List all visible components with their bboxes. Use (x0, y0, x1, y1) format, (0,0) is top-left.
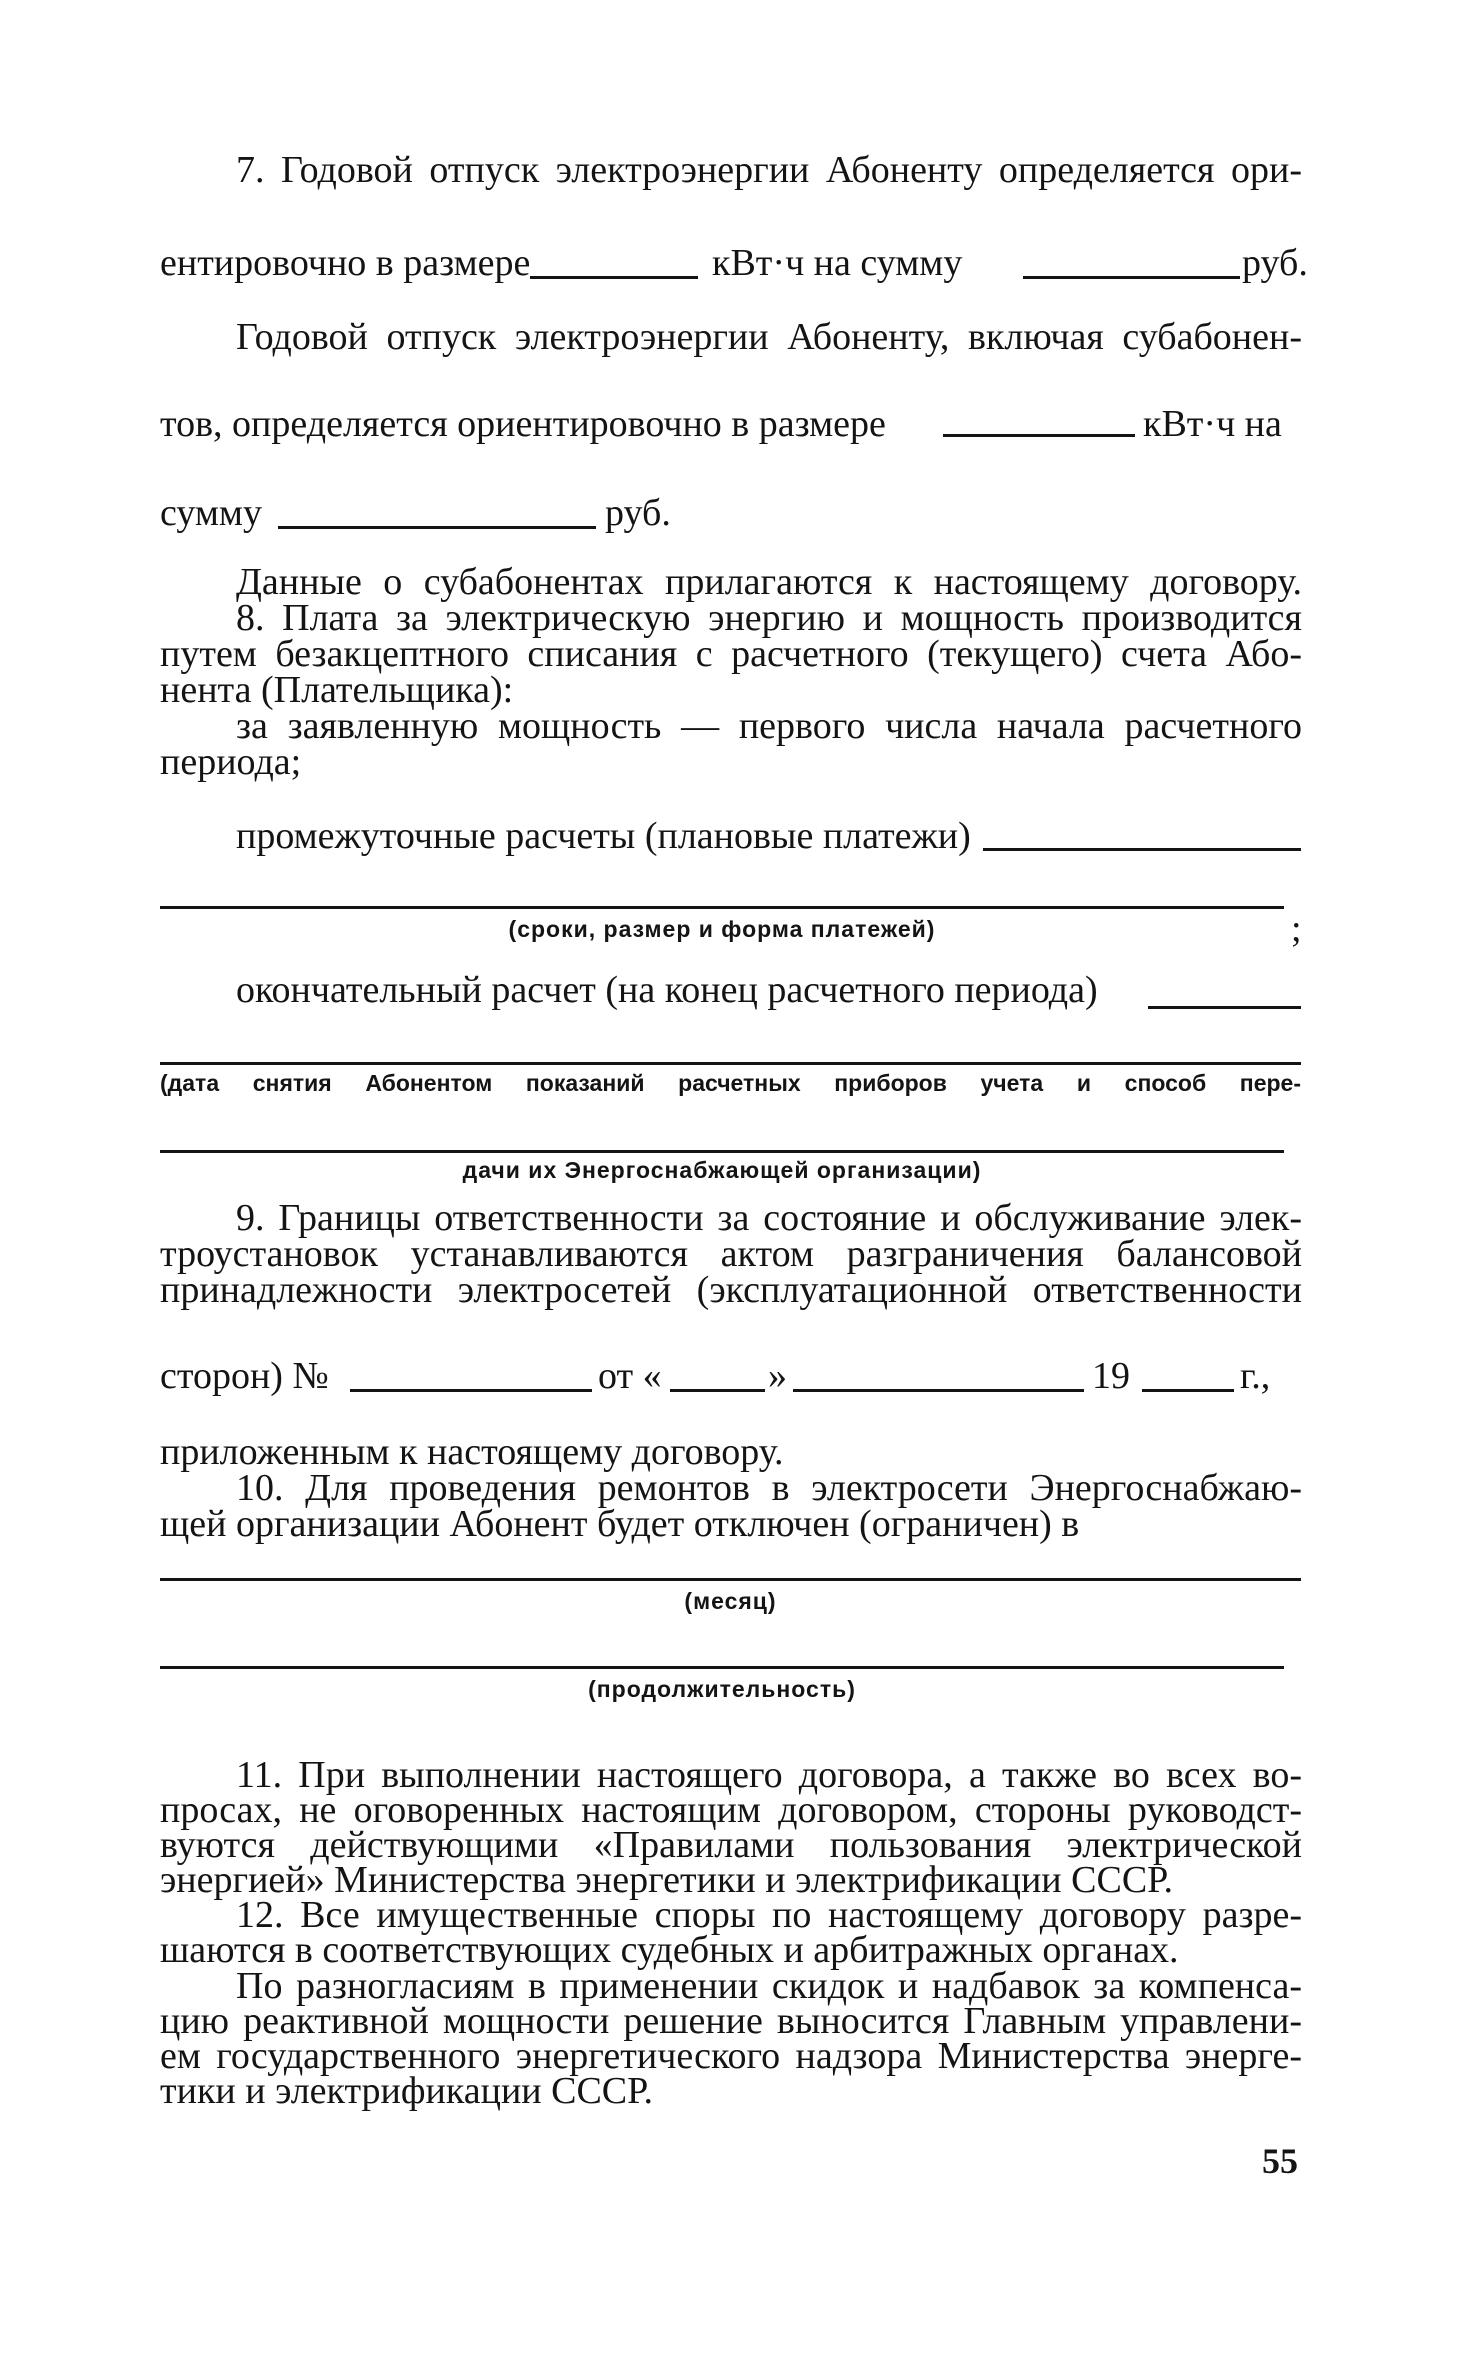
p12-line-6: тики и электрификации СССР. (160, 2070, 654, 2112)
p9-quote-close: » (768, 1355, 787, 1397)
blank-payment-terms (160, 906, 1284, 909)
p9-line-2: троустановок устанавливаются актом разграничения балансовой (160, 1233, 1302, 1275)
page-number: 55 (1262, 2141, 1298, 2181)
p9-line-3: принадлежности электросетей (эксплуатационной ответственности (160, 1269, 1302, 1311)
p12-line-4: цию реактивной мощности решение выносится Главным управлени- (160, 2000, 1302, 2042)
blank-act-day (670, 1389, 765, 1392)
p7-line-2-mid: кВт·ч на сумму (712, 242, 963, 284)
blank-act-year (1142, 1389, 1234, 1392)
p7-line-4-end: кВт·ч на (1143, 403, 1282, 445)
blank-meter-reading-date (160, 1062, 1301, 1065)
p11-line-2: просах, не оговоренных настоящим договором, стороны руководст- (160, 1789, 1302, 1831)
p11-line-4: энергией» Министерства энергетики и электрификации СССР. (160, 1859, 1174, 1901)
p9-year-prefix: 19 (1092, 1355, 1130, 1397)
p10-line-2: щей организации Абонент будет отключен (ограничен) в (160, 1503, 1080, 1545)
p8-line-5: периода; (160, 741, 302, 783)
p9-act-number-label: сторон) № (160, 1355, 329, 1397)
p12-line-2: шаются в соответствующих судебных и арбитражных органах. (160, 1929, 1179, 1971)
p7-line-6: Данные о субабонентах прилагаются к настоящему договору. (236, 561, 1302, 603)
p11-line-3: вуются действующими «Правилами пользования электрической (160, 1824, 1302, 1866)
p7-line-3: Годовой отпуск электроэнергии Абоненту, включая субабонен- (236, 316, 1302, 358)
p9-line-1: 9. Границы ответственности за состояние и обслуживание элек- (236, 1197, 1302, 1239)
p9-line-5: приложенным к настоящему договору. (160, 1431, 784, 1473)
blank-transfer-method (160, 1150, 1284, 1153)
p7-line-4-start: тов, определяется ориентировочно в размере (160, 403, 886, 445)
blank-act-number (350, 1389, 592, 1392)
blank-duration (160, 1666, 1284, 1669)
p8-final-settlement: окончательный расчет (на конец расчетного периода) (236, 969, 1098, 1011)
blank-final-settlement (1148, 1006, 1301, 1009)
p8-line-4: за заявленную мощность — первого числа начала расчетного (236, 705, 1302, 747)
caption-month: (месяц) (684, 1588, 777, 1614)
caption-transfer-method: дачи их Энергоснабжающей организации) (462, 1157, 982, 1183)
p7-line-5-start: сумму (160, 492, 262, 534)
caption-payment-terms: (сроки, размер и форма платежей) (508, 916, 936, 942)
blank-sum-subscribers (278, 526, 596, 529)
blank-kwh-subscribers (943, 434, 1135, 437)
p9-date-label: от « (598, 1355, 662, 1397)
p10-line-1: 10. Для проведения ремонтов в электросети Энергоснабжаю- (236, 1467, 1302, 1509)
blank-sum-amount (1023, 276, 1240, 279)
p8-line-1: 8. Плата за электрическую энергию и мощность производится (236, 597, 1302, 639)
p8-line-3: нента (Плательщика): (160, 669, 514, 711)
p8-interim-payments: промежуточные расчеты (плановые платежи) (236, 815, 971, 857)
p12-line-5: ем государственного энергетического надзора Министерства энерге- (160, 2035, 1302, 2077)
blank-kwh-amount (530, 276, 698, 279)
blank-month (160, 1578, 1301, 1581)
p11-line-1: 11. При выполнении настоящего договора, а также во всех во- (236, 1754, 1302, 1796)
semicolon: ; (1291, 908, 1302, 950)
p12-line-1: 12. Все имущественные споры по настоящему договору разре- (236, 1894, 1302, 1936)
p12-line-3: По разногласиям в применении скидок и надбавок за компенса- (236, 1965, 1302, 2007)
p9-year-suffix: г., (1240, 1355, 1271, 1397)
caption-meter-reading: (дата снятия Абонентом показаний расчетных приборов учета и способ пере- (160, 1070, 1301, 1096)
blank-interim-payments (983, 848, 1301, 851)
p8-line-2: путем безакцептного списания с расчетного (текущего) счета Або- (160, 633, 1302, 675)
caption-duration: (продолжительность) (588, 1676, 856, 1702)
blank-act-month (793, 1389, 1084, 1392)
p7-line-2-end: руб. (1242, 242, 1308, 284)
p7-line-2-start: ентировочно в размере (160, 242, 531, 284)
p7-line-1: 7. Годовой отпуск электроэнергии Абоненту определяется ори- (236, 149, 1302, 191)
p7-line-5-end: руб. (605, 492, 671, 534)
